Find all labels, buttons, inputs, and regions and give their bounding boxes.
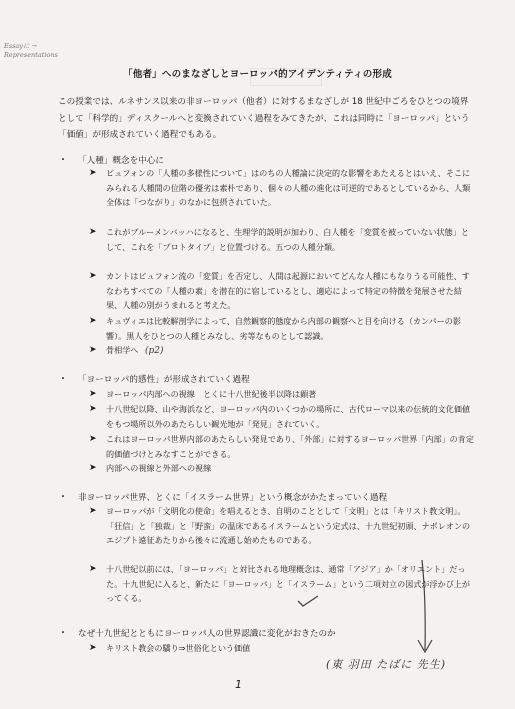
arrow-bullet-icon: ➤ [89, 463, 97, 473]
section-3-item-1: ➤ ヨーロッパが「文明化の使命」を唱えるとき、自明のこととして「文明」とは「キリスト教文明」。「狂信」と「独裁」と「野蛮」の温床であるイスラームという定式は、十九世紀初頭、ナポレオンのエジプト遠征あたりから後々に流通し始めたものである。 [89, 506, 471, 546]
bullet-dot: ・ [58, 492, 68, 503]
section-3-item-2: ➤ 十八世紀以前には、「ヨーロッパ」と対比される地理概念は、通常「アジア」か「オリエント」だった。十九世紀に入ると、新たに「ヨーロッパ」と「イスラーム」という二項対立の図式が浮かび上がってくる。 [89, 564, 470, 604]
section-3-heading: ・ 非ヨーロッパ世界、とくに「イスラーム世界」という概念がかたまっていく過程 [58, 492, 388, 503]
arrow-bullet-icon: ➤ [89, 389, 97, 399]
section-2-item-2: ➤ 十八世紀以降、山や海浜など、ヨーロッパ内のいくつかの場所に、古代ローマ以来の伝統的文化価値をもつ場所以外のあたらしい観光地が「発見」されていく。 [89, 404, 471, 429]
section-2-item-3: ➤ これはヨーロッパ世界内部のあたらしい発見であり、「外部」に対するヨーロッパ世界「内部」の肯定的価値づけとみなすことができる。 [89, 434, 474, 459]
handwritten-down-arrow-icon [410, 558, 440, 658]
arrow-bullet-icon: ➤ [89, 643, 97, 653]
bullet-dot: ・ [58, 628, 68, 639]
page-number: 1 [235, 678, 242, 691]
section-1-item-5: ➤ 骨相学へ (p2) [89, 345, 164, 356]
intro-paragraph: この授業では、ルネサンス以来の非ヨーロッパ（他者）に対するまなざしが 18 世紀中ごろをひとつの境界として「科学的」ディスクールへと変換されていく過程をみてきたが、これは同時に「ヨーロッパ」という「価値」が形成されていく過程でもある。 [58, 97, 470, 140]
section-1-item-1: ➤ ビュフォンの「人種の多様性について」はのちの人種論に決定的な影響をあたえるとはいえ、そこにみられる人種間の位階の優劣は素朴であり、個々の人種の進化は可逆的であるとしているから、人類全体は「つながり」のなかに包摂されていた。 [89, 168, 471, 208]
arrow-bullet-icon: ➤ [89, 271, 97, 281]
arrow-bullet-icon: ➤ [89, 316, 97, 326]
arrow-bullet-icon: ➤ [89, 168, 97, 178]
handwritten-page-ref: (p2) [144, 346, 164, 356]
section-1-item-4: ➤ キュヴィエは比較解剖学によって、自然観察的態度から内部の観察へと目を向ける（カンパーの影響）。黒人をひとつの人種とみなし、劣等なものとして認識。 [89, 316, 461, 341]
section-2-item-4: ➤ 内部への視線と外部への視線 [106, 461, 476, 476]
arrow-bullet-icon: ➤ [89, 345, 97, 355]
document-title: 「他者」へのまなざしとヨーロッパ的アイデンティティの形成 [123, 69, 392, 80]
section-4-heading: ・ なぜ十九世紀とともにヨーロッパ人の世界認識に変化がおきたのか [58, 628, 336, 639]
arrow-bullet-icon: ➤ [89, 564, 97, 574]
arrow-bullet-icon: ➤ [89, 434, 97, 444]
section-2-item-1: ➤ ヨーロッパ内部への視線 とくに十八世紀後半以降は顕著 [106, 387, 476, 402]
section-4-item-1: ➤ キリスト教会の驕り⇒世俗化という価値 [106, 641, 346, 656]
bullet-dot: ・ [58, 374, 68, 385]
section-1-heading: ・ 「人種」概念を中心に [58, 155, 164, 166]
top-left-handwritten-note: Essayに → Representations [4, 42, 58, 59]
arrow-bullet-icon: ➤ [89, 404, 97, 414]
handwritten-checkmark-icon [296, 594, 320, 608]
arrow-bullet-icon: ➤ [89, 227, 97, 237]
section-1-item-2: ➤ これがブルーメンバッハになると、生理学的説明が加わり、白人種を「変質を被っていない状態」として、これを「プロトタイプ」と位置づける。五つの人種分類。 [89, 227, 469, 252]
section-2-heading: ・ 「ヨーロッパ的感性」が形成されていく過程 [58, 374, 250, 385]
arrow-bullet-icon: ➤ [89, 506, 97, 516]
handwritten-bottom-note: (東 羽田 たばに 先生) [326, 658, 447, 671]
section-1-item-3: ➤ カントはビュフォン流の「変質」を否定し、人間は起源においてどんな人種にもなりうる可能性、すなわちすべての「人種の素」を潜在的に宿しているとし、適応によって特定の特徴を発展させた結果、人種の別がうまれると考えた。 [89, 271, 470, 311]
bullet-dot: ・ [58, 155, 68, 166]
